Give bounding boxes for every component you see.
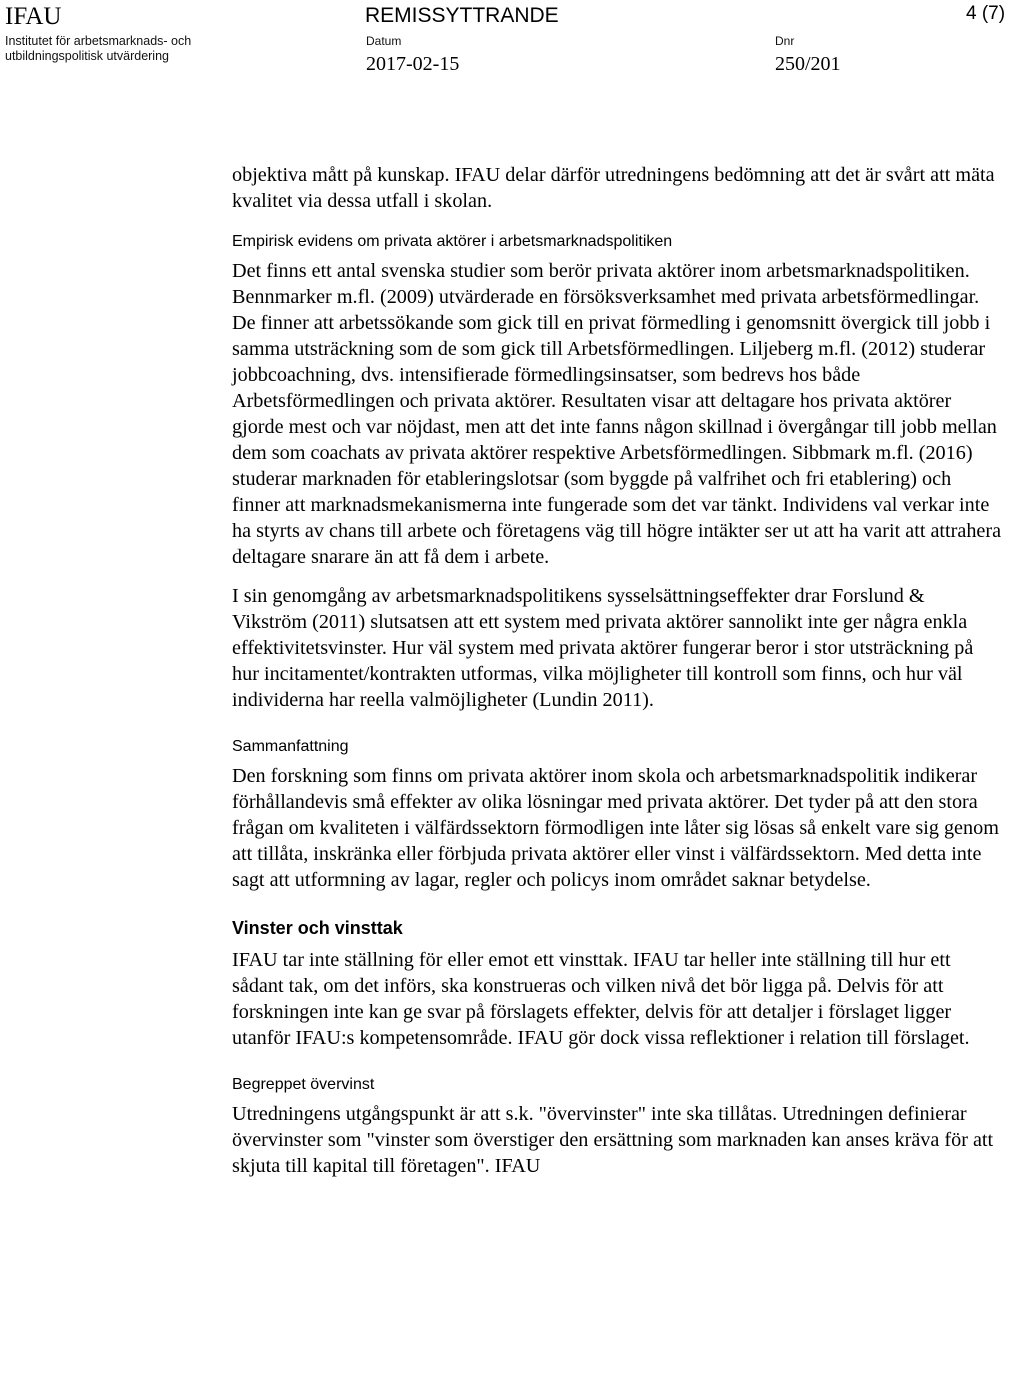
empirical-evidence-paragraph-2: I sin genomgång av arbetsmarknadspolitikens sysselsättningseffekter drar Forslund & Vikström (2011) slutsatsen att ett system med privata aktörer sannolikt inte ger några enkla effektivitetsvinster. Hur väl system med privata aktörer fungerar beror i stor utsträckning på hur incitamentet/kontrakten utformas, vilka möjligheter till kontroll som finns, och hur väl individerna har reella valmöjligheter (Lundin 2011). [232, 585, 974, 711]
organization-name: IFAU [5, 3, 62, 30]
empirical-evidence-heading: Empirisk evidens om privata aktörer i arbetsmarknadspolitiken [232, 233, 673, 250]
reference-label: Dnr [775, 34, 795, 48]
intro-paragraph: objektiva mått på kunskap. IFAU delar därför utredningens bedömning att det är svårt att mäta kvalitet via dessa utfall i skolan. [232, 164, 995, 212]
summary-heading: Sammanfattning [232, 738, 349, 755]
reference-value: 250/201 [775, 53, 841, 75]
date-label: Datum [366, 34, 402, 48]
document-type: REMISSYTTRANDE [365, 4, 559, 27]
excess-profit-heading: Begreppet övervinst [232, 1076, 375, 1093]
date-value: 2017-02-15 [366, 53, 460, 75]
excess-profit-paragraph: Utredningens utgångspunkt är att s.k. "övervinster" inte ska tillåtas. Utredningen definierar övervinster som "vinster som överstiger den ersättning som marknaden kan anses kräva för att skjuta till kapital till företagen". IFAU [232, 1103, 994, 1177]
profit-cap-paragraph: IFAU tar inte ställning för eller emot ett vinsttak. IFAU tar heller inte ställning till hur ett sådant tak, om det införs, ska konstrueras och vilken nivå det bör ligga på. Delvis för att forskningen inte kan ge svar på förslagets effekter, delvis för att detaljer i förslaget ligger utanför IFAU:s kompetensområde. IFAU gör dock vissa reflektioner i relation till förslaget. [232, 949, 970, 1049]
summary-paragraph: Den forskning som finns om privata aktörer inom skola och arbetsmarknadspolitik indikerar förhållandevis små effekter av olika lösningar med privata aktörer. Det tyder på att den stora frågan om kvaliteten i välfärdssektorn förmodligen inte låter sig lösas så enkelt vare sig genom att tillåta, inskränka eller förbjuda privata aktörer eller vinst i välfärdssektorn. Med detta inte sagt att utformning av lagar, regler och policys inom området saknar betydelse. [232, 765, 999, 891]
organization-subtitle-line-1: Institutet för arbetsmarknads- och [5, 34, 192, 48]
organization-subtitle-line-2: utbildningspolitisk utvärdering [5, 49, 169, 63]
empirical-evidence-paragraph-1: Det finns ett antal svenska studier som berör privata aktörer inom arbetsmarknadspolitiken. Bennmarker m.fl. (2009) utvärderade en försöksverksamhet med privata arbetsförmedlingar. De finner att arbetssökande som gick till en privat förmedling i genomsnitt övergick till jobb i samma utsträckning som de som gick till Arbetsförmedlingen. Liljeberg m.fl. (2012) studerar jobbcoachning, dvs. intensifierade förmedlingsinsatser, som bedrevs hos både Arbetsförmedlingen och privata aktörer. Resultaten visar att deltagare hos privata aktörer gjorde mest och var nöjdast, men att det inte fanns någon skillnad i övergångar till jobb mellan dem som coachats av privata aktörer respektive Arbetsförmedlingen. Sibbmark m.fl. (2016) studerar marknaden för etableringslotsar (som byggde på valfrihet och fri etablering) och finner att marknadsmekanismerna inte fungerade som det var tänkt. Individens val verkar inte ha styrts av chans till arbete och företagens väg till högre intäkter ser ut att ha varit att attrahera deltagare snarare än att få dem i arbete. [232, 260, 1002, 568]
document-body [232, 162, 1002, 1192]
page-number: 4 (7) [966, 3, 1006, 24]
profit-cap-heading: Vinster och vinsttak [232, 918, 403, 938]
